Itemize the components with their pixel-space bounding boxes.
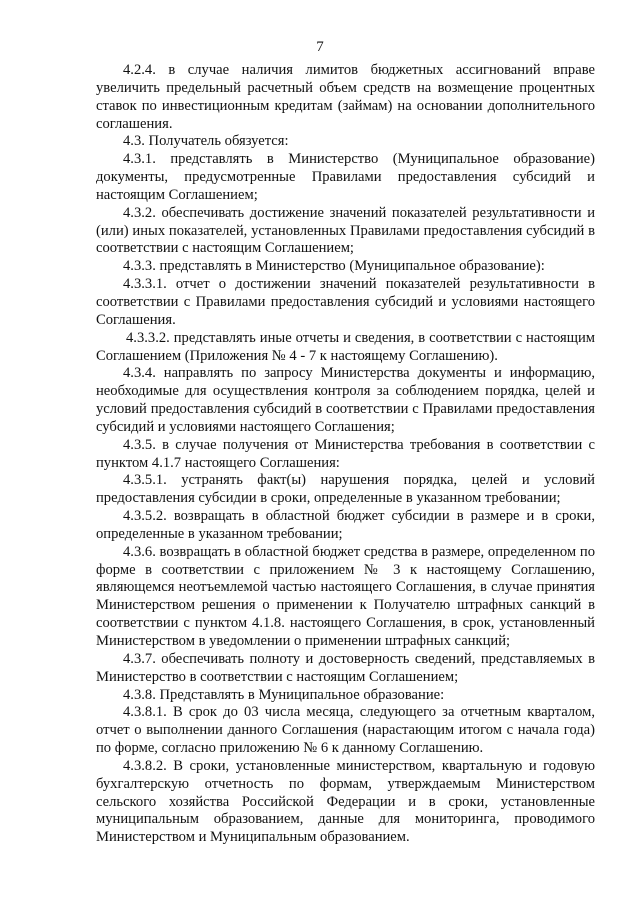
paragraph-4-3-1: 4.3.1. представлять в Министерство (Муниципальное образование) документы, предусмотренные Правилами предоставления субсидий и настоящим Соглашением; [96,151,595,203]
paragraph-4-3-2: 4.3.2. обеспечивать достижение значений показателей результативности и (или) иных показателей, установленных Правилами предоставления субсидий в соответствии с настоящим Соглашением; [96,204,595,257]
paragraph-4-3-8-1: 4.3.8.1. В срок до 03 числа месяца, следующего за отчетным кварталом, отчет о выполнении данного Соглашения (нарастающим итогом с начала года) по форме, согласно приложению № 6 к данному Соглашению. [96,704,595,757]
paragraph-4-3-8-2: 4.3.8.2. В сроки, установленные министерством, квартальную и годовую бухгалтерскую отчетность по формам, утверждаемым Министерством сельского хозяйства Российской Федерации и в сроки, установленные муниципальным образованием, данные для мониторинга, проводимого Министерством и Муниципальным образованием. [96,757,595,846]
paragraph-4-3-3-2: 4.3.3.2. представлять иные отчеты и сведения, в соответствии с настоящим Соглашением (Приложения № 4 - 7 к настоящему Соглашению). [96,329,595,364]
paragraph-4-3-6: 4.3.6. возвращать в областной бюджет средства в размере, определенном по форме в соответствии с приложением № 3 к настоящему Соглашению, являющемся неотъемлемой частью настоящего Соглашения, в случае принятия Министерством решения о применении к Получателю штрафных санкций в соответствии с пунктом 4.1.8. настоящего Соглашения, в срок, установленный Министерством в уведомлении о применении штрафных санкций; [96,543,595,649]
paragraph-4-3-3-1: 4.3.3.1. отчет о достижении значений показателей результативности в соответствии с Правилами предоставления субсидий и условиями настоящего Соглашения. [96,276,595,328]
paragraph-4-3-8: 4.3.8. Представлять в Муниципальное образование: [123,686,445,703]
document-body [96,62,595,847]
paragraph-4-3-5: 4.3.5. в случае получения от Министерства требования в соответствии с пунктом 4.1.7 настоящего Соглашения: [96,436,595,471]
paragraph-4-3-7: 4.3.7. обеспечивать полноту и достоверность сведений, представляемых в Министерство в соответствии с настоящим Соглашением; [96,650,595,685]
paragraph-4-3: 4.3. Получатель обязуется: [123,133,289,150]
paragraph-4-3-4: 4.3.4. направлять по запросу Министерства документы и информацию, необходимые для осуществления контроля за соблюдением порядка, целей и условий предоставления субсидий в соответствии с Правилами предоставления субсидий и условиями настоящего Соглашения; [96,365,595,435]
paragraph-4-3-3: 4.3.3. представлять в Министерство (Муниципальное образование): [123,258,545,275]
paragraph-4-3-5-1: 4.3.5.1. устранять факт(ы) нарушения порядка, целей и условий предоставления субсидии в сроки, определенные в указанном требовании; [96,472,595,507]
paragraph-4-2-4: 4.2.4. в случае наличия лимитов бюджетных ассигнований вправе увеличить предельный расчетный объем средств на возмещение процентных ставок по инвестиционным кредитам (займам) на основании дополнительного соглашения. [96,62,595,132]
page-number: 7 [316,39,324,55]
paragraph-4-3-5-2: 4.3.5.2. возвращать в областной бюджет субсидии в размере и в сроки, определенные в указанном требовании; [96,508,595,542]
